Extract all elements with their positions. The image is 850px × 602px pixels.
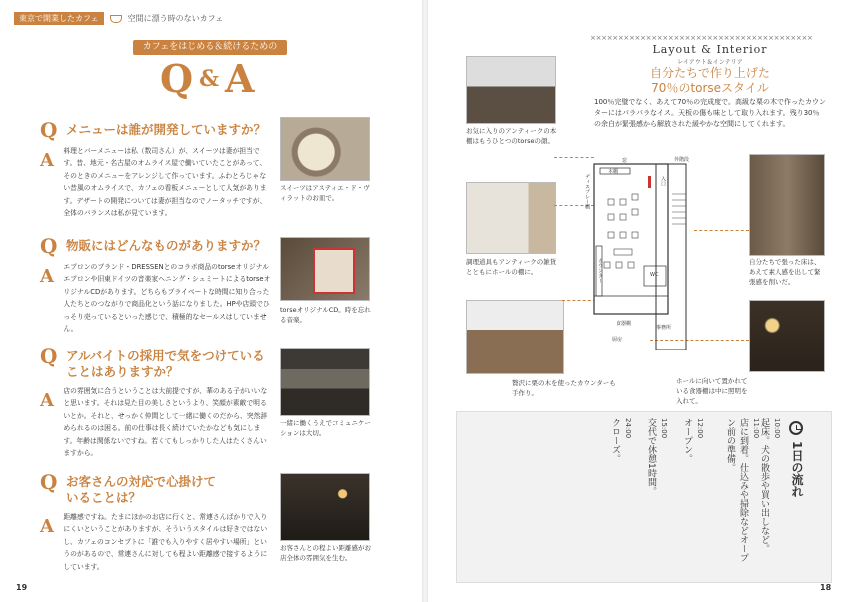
leader-line (694, 230, 749, 231)
photo-goods (466, 182, 556, 254)
qa-item (40, 236, 272, 335)
cross-deco: ×××××××××××××××××××××××××××××××××××××××× (590, 34, 813, 42)
header-title: 空間に漂う時のないカフェ (127, 14, 224, 23)
page-number-right: 18 (820, 583, 832, 592)
qa-title (160, 56, 256, 101)
floor-label-display: ディスプレー棚 (584, 174, 590, 209)
body-text: 100％完璧でなく、あえて70％の完成度で。高級な栗の木で作ったカウンターにはパラパラなイス。天板の傷も味として取り入れます。残り30％の余白が緊張感から解放された緩やかな空間にしてくれます。 (594, 98, 826, 128)
header-tag: 東京で開業したカフェ (14, 12, 104, 25)
answer: 店の雰囲気に合うということは大前提ですが、華のある子がいいなと思います。それは見た目の美しさというより、笑顔が素敵で明るいとか。それと、せっかく仲間として一緒に働くのだから、突然辞められるのは困る。前の仕事は長く続けていたかなども気にします。年齢は関係ないですね。若くてもしっかりした人はたくさんいますから。 (63, 387, 268, 458)
floor-label-office: 事務所 (656, 325, 672, 331)
question: 物販にはどんなものがありますか？ (66, 238, 267, 253)
timeline-time: 11:00 (752, 418, 760, 439)
floor-label-wc: WC (650, 272, 659, 278)
photo-sweets (280, 117, 370, 181)
q-mark: Q (40, 234, 58, 258)
timeline-text: オープン。 (682, 418, 692, 463)
photo-caption: スイーツはアスティエ・ド・ヴィラットのお皿で。 (280, 184, 370, 202)
photo-caption: お気に入りのアンティークの本棚はもうひとつのtorseの顔。 (466, 127, 557, 145)
photo-lamp (749, 300, 825, 372)
photo-caption: 調理道具もアンティークの雑貨とともにホールの棚に。 (466, 258, 557, 276)
q-mark: Q (40, 470, 58, 494)
photo-counter (466, 300, 564, 374)
clock-icon (789, 421, 803, 435)
photo-antique-shelf (466, 56, 556, 124)
photo-caption: お客さんとの程よい距離感がお店全体の雰囲気を生む。 (280, 544, 371, 562)
photo-window (280, 473, 370, 541)
qa-title-a: A (224, 56, 257, 101)
timeline-item (723, 418, 762, 568)
timeline-text: クローズ。 (610, 418, 620, 463)
q-mark: Q (40, 344, 58, 368)
floor-plan-drawing (586, 154, 696, 350)
floor-label-stairs: 外階段 (674, 157, 690, 163)
timeline-text: 起床。犬の散歩や買い出しなど。 (759, 418, 769, 553)
a-mark: A (40, 516, 54, 537)
photo-caption: torseオリジナルCD。時を忘れる音楽。 (280, 306, 371, 324)
timeline-item (680, 418, 706, 568)
photo-floor-wood (749, 154, 825, 256)
timeline-text: 交代で休憩1時間。 (646, 418, 656, 496)
floor-plan (586, 154, 696, 352)
a-mark: A (40, 150, 54, 171)
question: お客さんの対応で心掛けていることは？ (66, 474, 217, 505)
qa-title-q: Q (160, 56, 196, 101)
timeline-time: 24:00 (624, 418, 632, 439)
timeline-time: 10:00 (773, 418, 781, 439)
floor-label-dish: 食器棚 (616, 321, 632, 327)
timeline-item (644, 418, 670, 568)
question: メニューは誰が開発していますか？ (66, 122, 267, 137)
qa-title-amp: & (199, 66, 221, 92)
answer: 距離感ですね。たまにほかのお店に行くと、常連さんばかりで入りにくいということがありますが、そういうスタイルは好きではないし、カフェのコンセプトに「誰でも入りやすく居やすい場所」というのがあるので、常連さんに対しても程よい距離感で接するようにしています。 (63, 513, 268, 571)
timeline-title: 1日の流れ (790, 441, 804, 498)
a-mark: A (40, 266, 54, 287)
photo-caption: 一緒に働くうえでコミュニケーションは大切。 (280, 419, 371, 437)
headline (600, 66, 820, 96)
timeline-time: 12:00 (696, 418, 704, 439)
timeline-text: 店に到着。仕込みや掃除などオープン前の準備。 (725, 418, 748, 562)
page-number-left: 19 (16, 583, 28, 592)
timeline-item (608, 418, 634, 568)
cup-icon (110, 15, 122, 23)
qa-item (40, 472, 272, 573)
q-mark: Q (40, 118, 58, 142)
floor-label-window: 窓 (622, 158, 628, 164)
qa-item (40, 120, 272, 219)
section-title: Layout & Interior (652, 43, 768, 56)
qa-item (40, 346, 272, 459)
qa-subtitle: カフェをはじめる＆続けるための (133, 40, 287, 55)
floor-label-kitchen: 厨房 (612, 337, 623, 343)
answer: エプロンのブランド・DRESSENとのコラボ商品のtorseオリジナルエプロンや旧東ドイツの音楽家ヘニング・シュミートによるtorseオリジナルCDがあります。どちらもプライベートな時間に知り合った人たちとのつながりで商品化という話になりました。HPや店頭でひっそり売っているといった感じで、積極的なセールスはしていません。 (63, 263, 271, 334)
floor-label-shelf: 本棚 (608, 169, 619, 175)
answer: 料理とバーメニューは私（数司さん）が、スイーツは妻が担当です。昔、地元・名古屋のオムライス屋で働いていたことがあって、そのときのメニューをアレンジして作っています。ふわとろじゃない昔風のオムライスで、カフェの看板メニューとして人気があります。デザートの開発については妻が担当なのでノータッチですが、全体のバランスは私が見ています。 (63, 147, 267, 218)
photo-caption: ホールに向いて置かれている食器棚は中に照明を入れて。 (676, 377, 748, 405)
section-title-kana: レイアウト＆インテリア (677, 59, 743, 66)
photo-caption: 自分たちで張った床は、あえて素人感を出して緊張感を削いだ。 (749, 258, 821, 286)
timeline-time: 15:00 (660, 418, 668, 439)
floor-label-entrance: 入口 (660, 176, 666, 186)
floor-label-counter: カウンター (597, 258, 603, 283)
photo-caption: 贅沢に栗の木を使ったカウンターも手作り。 (512, 379, 616, 397)
photo-kitchen (280, 348, 370, 416)
question: アルバイトの採用で気をつけていることはありますか？ (66, 348, 265, 379)
header-crumb (14, 12, 223, 25)
gutter (422, 0, 428, 602)
photo-cd (280, 237, 370, 301)
headline-line2: 70％のtorseスタイル (651, 81, 769, 95)
a-mark: A (40, 390, 54, 411)
headline-line1: 自分たちで作り上げた (650, 66, 770, 80)
